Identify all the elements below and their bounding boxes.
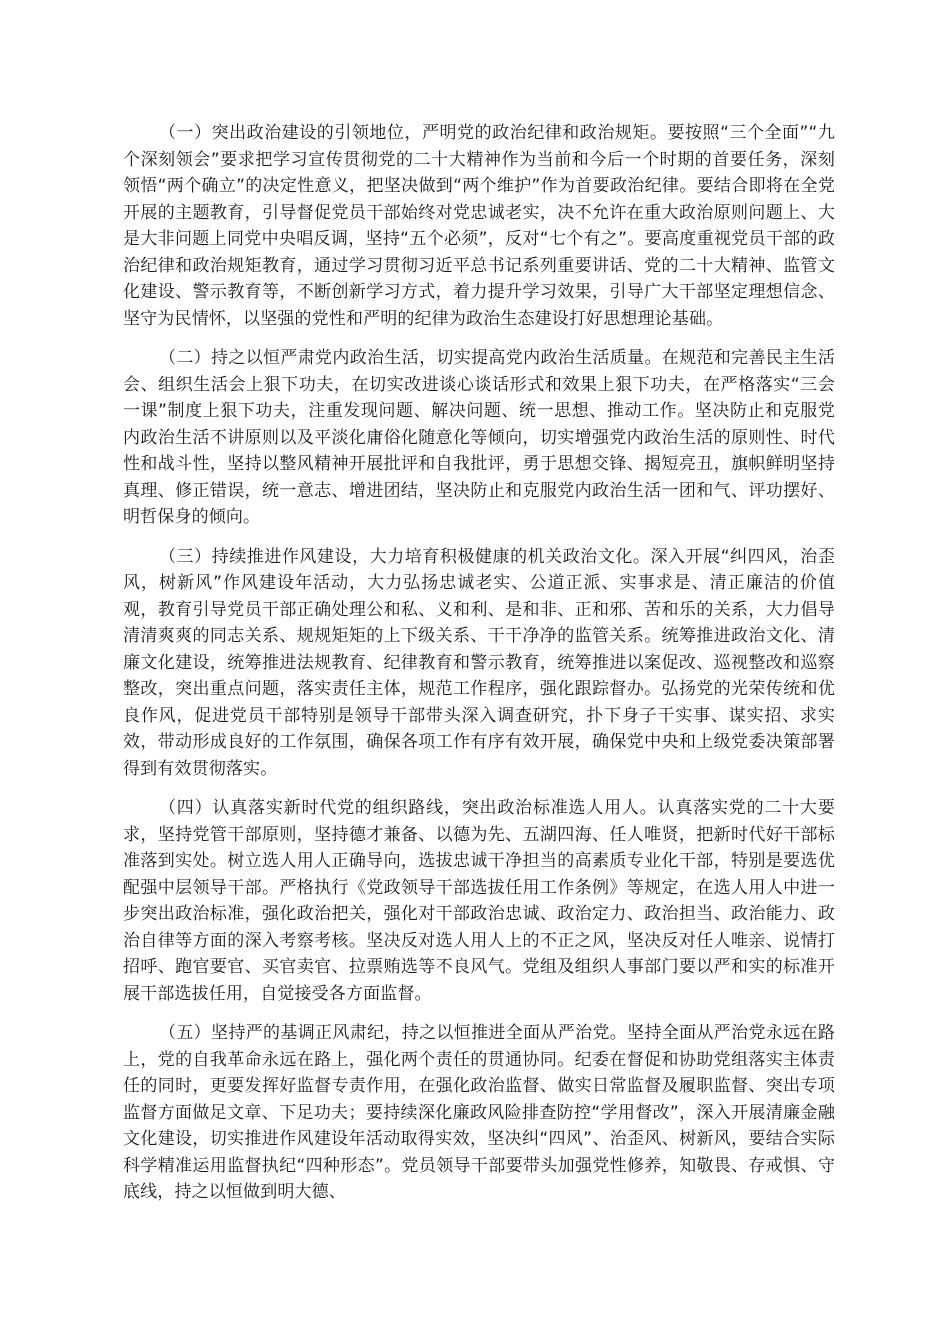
paragraph-1: （一）突出政治建设的引领地位，严明党的政治纪律和政治规矩。要按照“三个全面”“九个深刻领会”要求把学习宣传贯彻党的二十大精神作为当前和今后一个时期的首要任务，深刻领悟“两个确立”的决定性意义，把坚决做到“两个维护”作为首要政治纪律。要结合即将在全党开展的主题教育，引导督促党员干部始终对党忠诚老实，决不允许在重大政治原则问题上、大是大非问题上同党中央唱反调，坚持“五个必须”，反对“七个有之”。要高度重视党员干部的政治纪律和政治规矩教育，通过学习贯彻习近平总书记系列重要讲话、党的二十大精神、监管文化建设、警示教育等，不断创新学习方式，着力提升学习效果，引导广大干部坚定理想信念、坚守为民情怀，以坚强的党性和严明的纪律为政治生态建设打好思想理论基础。 bbox=[123, 123, 835, 329]
paragraph-5: （五）坚持严的基调正风肃纪，持之以恒推进全面从严治党。坚持全面从严治党永远在路上，党的自我革命永远在路上，强化两个责任的贯通协同。纪委在督促和协助党组落实主体责任的同时，更要发挥好监督专责作用，在强化政治监督、做实日常监督及履职监督、突出专项监督方面做足文章、下足功夫；要持续深化廉政风险排查防控“学用督改”，深入开展清廉金融文化建设，切实推进作风建设年活动取得实效，坚决纠“四风”、治歪风、树新风，要结合实际科学精准运用监督执纪“四种形态”。党员领导干部要带头加强党性修养，知敬畏、存戒惧、守底线，持之以恒做到明大德、 bbox=[123, 1023, 835, 1202]
paragraph-2: （二）持之以恒严肃党内政治生活，切实提高党内政治生活质量。在规范和完善民主生活会、组织生活会上狠下功夫，在切实改进谈心谈话形式和效果上狠下功夫，在严格落实“三会一课”制度上狠下功夫，注重发现问题、解决问题、统一思想、推动工作。坚决防止和克服党内政治生活不讲原则以及平淡化庸俗化随意化等倾向，切实增强党内政治生活的原则性、时代性和战斗性，坚持以整风精神开展批评和自我批评，勇于思想交锋、揭短亮丑，旗帜鲜明坚持真理、修正错误，统一意志、增进团结，坚决防止和克服党内政治生活一团和气、评功摆好、明哲保身的倾向。 bbox=[123, 348, 835, 527]
document-body bbox=[123, 120, 835, 1219]
paragraph-4: （四）认真落实新时代党的组织路线，突出政治标准选人用人。认真落实党的二十大要求，坚持党管干部原则，坚持德才兼备、以德为先、五湖四海、任人唯贤，把新时代好干部标准落到实处。树立选人用人正确导向，选拔忠诚干净担当的高素质专业化干部，特别是要选优配强中层领导干部。严格执行《党政领导干部选拔任用工作条例》等规定，在选人用人中进一步突出政治标准，强化政治把关，强化对干部政治忠诚、政治定力、政治担当、政治能力、政治自律等方面的深入考察考核。坚决反对选人用人上的不正之风，坚决反对任人唯亲、说情打招呼、跑官要官、买官卖官、拉票贿选等不良风气。党组及组织人事部门要以严和实的标准开展干部选拔任用，自觉接受各方面监督。 bbox=[123, 798, 835, 1004]
paragraph-3: （三）持续推进作风建设，大力培育积极健康的机关政治文化。深入开展“纠四风，治歪风，树新风”作风建设年活动，大力弘扬忠诚老实、公道正派、实事求是、清正廉洁的价值观，教育引导党员干部正确处理公和私、义和利、是和非、正和邪、苦和乐的关系，大力倡导清清爽爽的同志关系、规规矩矩的上下级关系、干干净净的监管关系。统筹推进政治文化、清廉文化建设，统筹推进法规教育、纪律教育和警示教育，统筹推进以案促改、巡视整改和巡察整改，突出重点问题，落实责任主体，规范工作程序，强化跟踪督办。弘扬党的光荣传统和优良作风，促进党员干部特别是领导干部带头深入调查研究，扑下身子干实事、谋实招、求实效，带动形成良好的工作氛围，确保各项工作有序有效开展，确保党中央和上级党委决策部署得到有效贯彻落实。 bbox=[123, 546, 835, 779]
